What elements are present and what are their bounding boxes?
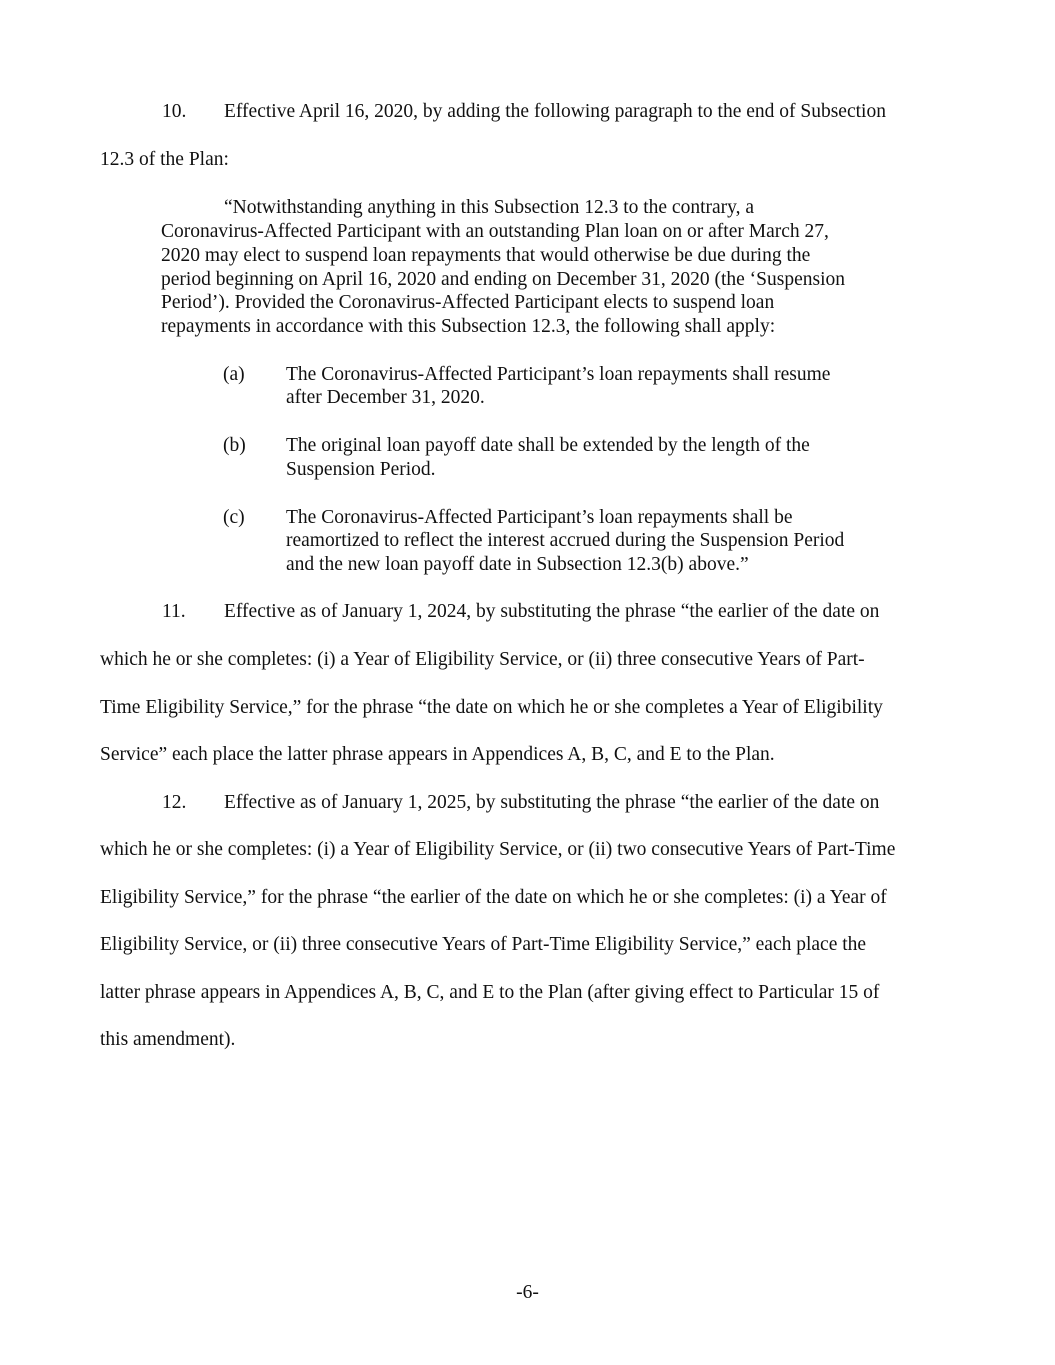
item-12-text-line: this amendment). (100, 1029, 236, 1050)
item-11-text-line: which he or she completes: (i) a Year of Eligibility Service, or (ii) three consecutive Years of Part- (100, 649, 865, 670)
item-12-number: 12. (162, 792, 187, 813)
item-11-text-line: Service” each place the latter phrase appears in Appendices A, B, C, and E to the Plan. (100, 744, 775, 765)
page-number: -6- (516, 1282, 539, 1303)
subitem-b-label: (b) (223, 435, 246, 456)
quote-line: repayments in accordance with this Subsection 12.3, the following shall apply: (161, 316, 776, 337)
subitem-c-line: reamortized to reflect the interest accrued during the Suspension Period (286, 530, 845, 551)
subitem-b-line: Suspension Period. (286, 459, 436, 480)
item-10-number: 10. (162, 101, 187, 122)
subitem-c-line: The Coronavirus-Affected Participant’s loan repayments shall be (286, 507, 793, 528)
subitem-c-label: (c) (223, 507, 245, 528)
subitem-b-line: The original loan payoff date shall be extended by the length of the (286, 435, 810, 456)
subitem-a-line: after December 31, 2020. (286, 387, 485, 408)
item-10-text-line: Effective April 16, 2020, by adding the following paragraph to the end of Subsection (224, 101, 886, 122)
quote-line: 2020 may elect to suspend loan repayments that would otherwise be due during the (161, 245, 811, 266)
item-11-text-line: Effective as of January 1, 2024, by substituting the phrase “the earlier of the date on (224, 601, 880, 622)
item-12-text-line: Eligibility Service,” for the phrase “the earlier of the date on which he or she completes: (i) a Year of (100, 887, 887, 908)
subitem-c-line: and the new loan payoff date in Subsection 12.3(b) above.” (286, 554, 749, 575)
item-12-text-line: which he or she completes: (i) a Year of Eligibility Service, or (ii) two consecutive Years of Part-Time (100, 839, 896, 860)
quote-line: “Notwithstanding anything in this Subsection 12.3 to the contrary, a (224, 197, 755, 218)
quote-line: Period’). Provided the Coronavirus-Affected Participant elects to suspend loan (161, 292, 775, 313)
item-11-text-line: Time Eligibility Service,” for the phrase “the date on which he or she completes a Year of Eligibility (100, 697, 883, 718)
subitem-a-line: The Coronavirus-Affected Participant’s loan repayments shall resume (286, 364, 831, 385)
quote-line: period beginning on April 16, 2020 and ending on December 31, 2020 (the ‘Suspension (161, 269, 846, 290)
item-11-number: 11. (162, 601, 186, 622)
quote-line: Coronavirus-Affected Participant with an outstanding Plan loan on or after March 27, (161, 221, 829, 242)
item-12-text-line: Effective as of January 1, 2025, by substituting the phrase “the earlier of the date on (224, 792, 880, 813)
item-10-text-line: 12.3 of the Plan: (100, 149, 229, 170)
subitem-a-label: (a) (223, 364, 245, 385)
item-12-text-line: latter phrase appears in Appendices A, B, C, and E to the Plan (after giving effect to Particular 15 of (100, 982, 880, 1003)
item-12-text-line: Eligibility Service, or (ii) three consecutive Years of Part-Time Eligibility Service,” each place the (100, 934, 867, 955)
